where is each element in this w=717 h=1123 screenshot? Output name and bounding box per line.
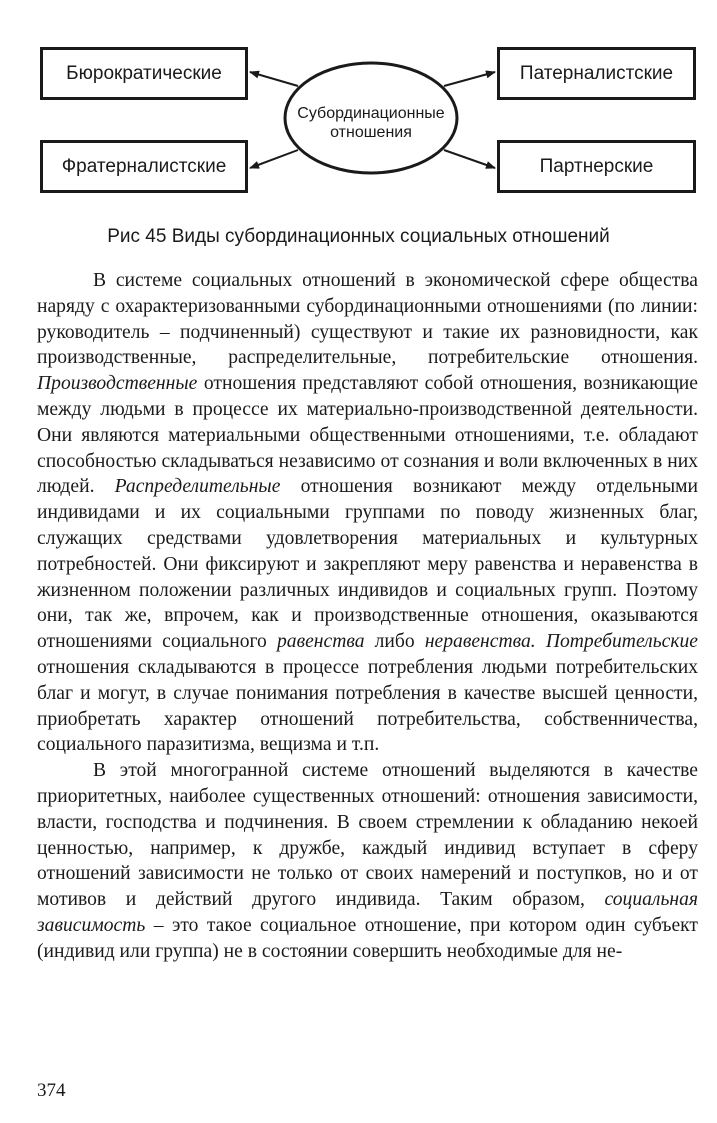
node-paternalistic — [497, 47, 696, 100]
node-fraternalistic — [40, 140, 248, 193]
center-node-line-2: отношения — [330, 124, 412, 141]
text-run — [536, 631, 546, 652]
text-run: либо — [364, 631, 425, 653]
paragraph — [37, 268, 698, 758]
page-number: 374 — [37, 1080, 66, 1101]
text-run: отношения представляют собой отношения, возникающие между людьми в процессе их материально-производственной деятельности. Они являются материальными общественными отношениями, т.е. обладают способностью складываться независимо от сознания и воли включенных в них людей. — [37, 373, 698, 498]
text-run: отношения складываются в процессе потребления людьми потребительских благ и могут, в случае понимания потребления в качестве высшей ценности, приобретать характер отношений потребительства, собственничества, социального паразитизма, вещизма и т.п. — [37, 656, 698, 756]
arrow-to-bottom-left — [250, 150, 298, 168]
emphasis-term: неравенства. — [424, 631, 536, 653]
emphasis-term: Производственные — [37, 373, 198, 395]
body-text — [37, 268, 698, 965]
node-bureaucratic-label: Бюрократические — [66, 62, 222, 84]
arrow-to-top-right — [444, 72, 495, 86]
center-node-line-1: Субординационные — [297, 105, 445, 122]
arrow-to-top-left — [250, 72, 298, 86]
subordination-diagram — [0, 0, 717, 215]
arrow-to-bottom-right — [444, 150, 495, 168]
text-run: В этой многогранной системе отношений выделяются в качестве приоритетных, наиболее существенных отношений: отношения зависимости, власти, господства и подчинения. В своем стремлении к обладанию некоей ценностью, например, к дружбе, каждый индивид вступает в сферу отношений зависимости не только от своих намерений и поступков, но и от мотивов и действий другого индивида. Таким образом, — [37, 760, 698, 911]
node-paternalistic-label: Патерналистские — [519, 62, 674, 84]
text-run: отношения возникают между отдельными индивидами и их социальными группами по поводу жизненных благ, служащих средствами удовлетворения материальных и культурных потребностей. Они фиксируют и закрепляют меру равенства и неравенства в жизненном положении различных индивидов и социальных групп. Поэтому они, так же, впрочем, как и производственные отношения, оказываются отношениями социального — [37, 476, 698, 653]
emphasis-term: Распределительные — [114, 476, 281, 498]
text-run: В системе социальных отношений в экономической сфере общества наряду с охарактеризованными субординационными отношениями (по линии: руководитель – подчиненный) существуют и такие их разновидности, как производственные, распределительные, потребительские отношения. — [37, 270, 698, 369]
center-node-label — [284, 104, 458, 142]
emphasis-term: Потребительские — [545, 631, 698, 653]
paragraph — [37, 758, 698, 964]
node-fraternalistic-label: Фратерналистские — [61, 155, 227, 177]
figure-caption: Рис 45 Виды субординационных социальных отношений — [107, 226, 610, 247]
text-run: – это такое социальное отношение, при котором один субъект (индивид или группа) не в состоянии совершить необходимые для не- — [37, 914, 698, 962]
node-bureaucratic — [40, 47, 248, 100]
node-partnership — [497, 140, 696, 193]
emphasis-term: социальная зависимость — [37, 889, 698, 936]
emphasis-term: равенства — [276, 631, 365, 653]
node-partnership-label: Партнерские — [539, 155, 654, 177]
